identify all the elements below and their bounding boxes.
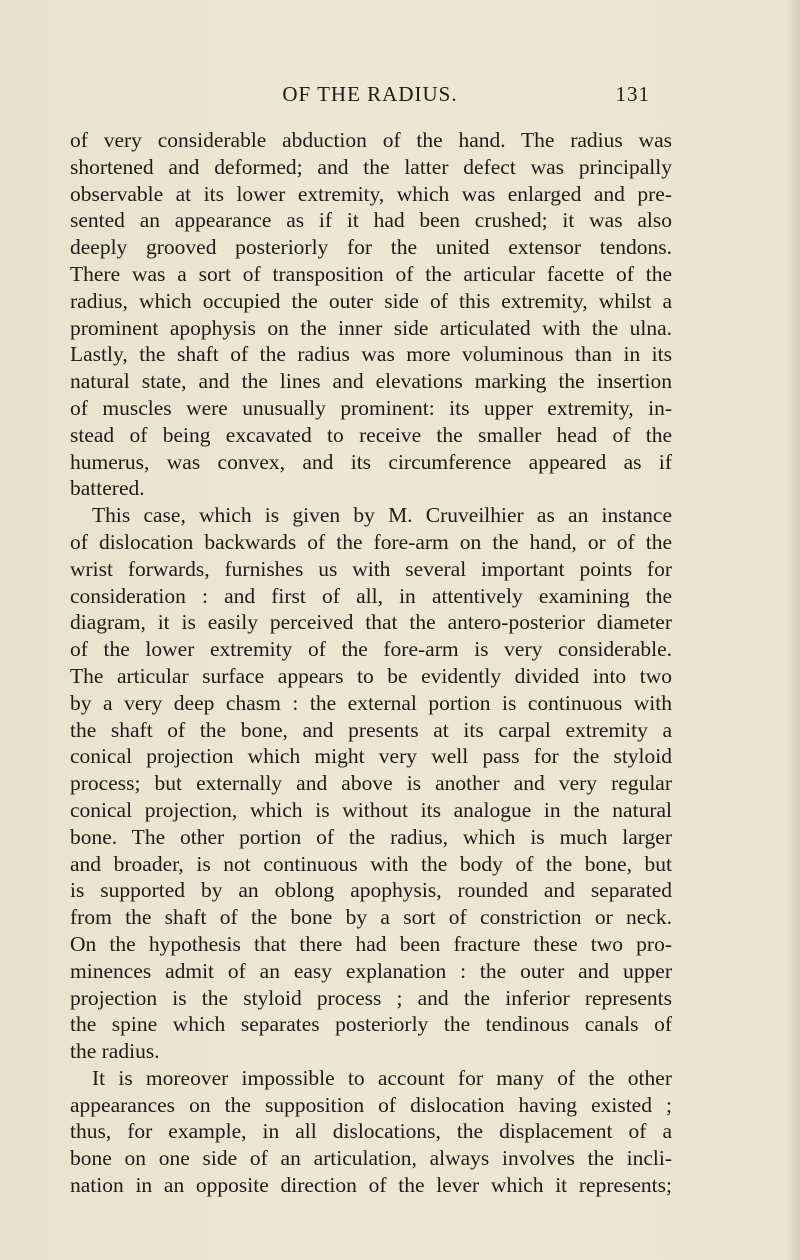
- text-line: of dislocation backwards of the fore-arm on the hand, or of the: [70, 529, 672, 554]
- text-line: Lastly, the shaft of the radius was more voluminous than in its: [70, 342, 672, 367]
- text-line: minences admit of an easy explanation : the outer and upper: [70, 958, 672, 983]
- text-line: It is moreover impossible to account for many of the other: [92, 1065, 672, 1090]
- text-line: the radius.: [70, 1039, 160, 1064]
- text-line: of muscles were unusually prominent: its upper extremity, in-: [70, 395, 672, 420]
- text-line: prominent apophysis on the inner side articulated with the ulna.: [70, 315, 672, 340]
- page-number: 131: [615, 82, 650, 106]
- text-line: appearances on the supposition of dislocation having existed ;: [70, 1092, 672, 1117]
- text-line: bone on one side of an articulation, always involves the incli-: [70, 1146, 672, 1171]
- text-line: of very considerable abduction of the hand. The radius was: [70, 128, 672, 152]
- text-line: shortened and deformed; and the latter defect was principally: [70, 154, 672, 179]
- text-line: from the shaft of the bone by a sort of constriction or neck.: [70, 905, 672, 930]
- text-line: thus, for example, in all dislocations, the displacement of a: [70, 1119, 672, 1144]
- text-line: the shaft of the bone, and presents at its carpal extremity a: [70, 717, 672, 742]
- text-line: humerus, was convex, and its circumference appeared as if: [70, 449, 672, 474]
- text-line: natural state, and the lines and elevations marking the insertion: [70, 369, 672, 394]
- text-line: sented an appearance as if it had been crushed; it was also: [70, 208, 672, 233]
- text-line: On the hypothesis that there had been fracture these two pro-: [70, 931, 672, 956]
- text-line: projection is the styloid process ; and the inferior represents: [70, 985, 672, 1010]
- text-line: bone. The other portion of the radius, which is much larger: [70, 824, 672, 849]
- text-line: by a very deep chasm : the external portion is continuous with: [70, 690, 672, 715]
- text-line: conical projection which might very well pass for the styloid: [70, 744, 672, 769]
- text-line: observable at its lower extremity, which was enlarged and pre-: [70, 181, 672, 206]
- text-line: consideration : and first of all, in attentively examining the: [70, 583, 672, 608]
- text-line: nation in an opposite direction of the lever which it represents;: [70, 1173, 672, 1198]
- page-edge-shadow: [786, 0, 800, 1260]
- text-line: There was a sort of transposition of the articular facette of the: [70, 261, 672, 286]
- text-line: deeply grooved posteriorly for the united extensor tendons.: [70, 235, 672, 260]
- text-line: The articular surface appears to be evidently divided into two: [70, 663, 672, 688]
- text-line: of the lower extremity of the fore-arm is very considerable.: [70, 637, 672, 662]
- text-line: is supported by an oblong apophysis, rounded and separated: [70, 878, 672, 903]
- text-line: battered.: [70, 476, 145, 501]
- text-line: the spine which separates posteriorly the tendinous canals of: [70, 1012, 672, 1037]
- text-line: conical projection, which is without its analogue in the natural: [70, 797, 672, 822]
- body-text: [70, 127, 672, 1199]
- text-line: diagram, it is easily perceived that the antero-posterior diameter: [70, 610, 672, 635]
- running-head: [90, 82, 650, 112]
- text-line: process; but externally and above is another and very regular: [70, 771, 672, 796]
- text-line: This case, which is given by M. Cruveilhier as an instance: [92, 503, 672, 528]
- text-line: radius, which occupied the outer side of this extremity, whilst a: [70, 288, 672, 313]
- text-line: and broader, is not continuous with the body of the bone, but: [70, 851, 672, 876]
- running-title: OF THE RADIUS.: [282, 82, 458, 106]
- text-line: stead of being excavated to receive the smaller head of the: [70, 422, 672, 447]
- text-line: wrist forwards, furnishes us with several important points for: [70, 556, 672, 581]
